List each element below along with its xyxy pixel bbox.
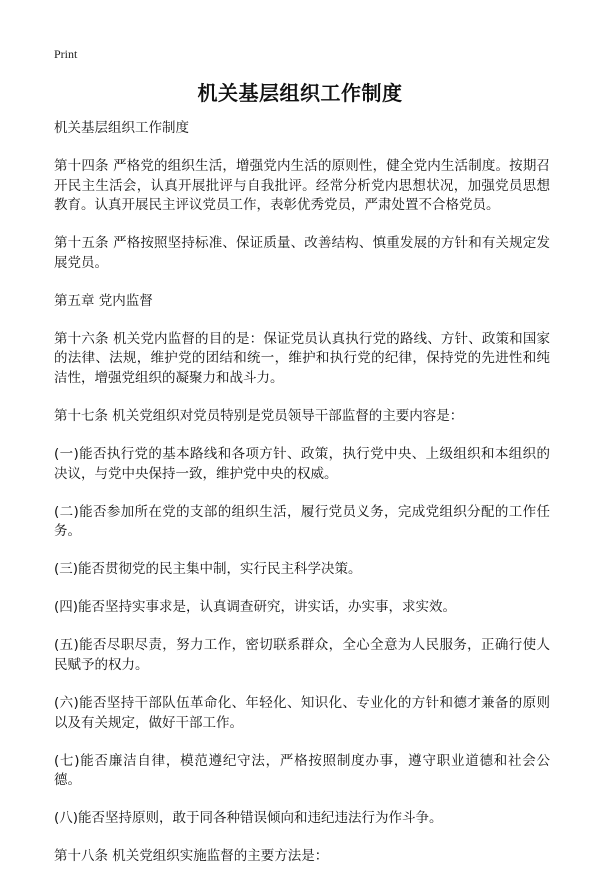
article-17-item-1: (一)能否执行党的基本路线和各项方针、政策，执行党中央、上级组织和本组织的决议，与党中央保持一致，维护党中央的权威。 <box>54 446 550 482</box>
article-14: 第十四条 严格党的组织生活，增强党内生活的原则性，健全党内生活制度。按期召开民主生活会，认真开展批评与自我批评。经常分析党内思想状况，加强党员思想教育。认真开展民主评议党员工作，表彰优秀党员，严肃处置不合格党员。 <box>54 158 550 214</box>
article-17-item-5: (五)能否尽职尽责，努力工作，密切联系群众，全心全意为人民服务，正确行使人民赋予的权力。 <box>54 637 550 673</box>
article-17-item-4: (四)能否坚持实事求是，认真调查研究，讲实话，办实事，求实效。 <box>54 599 457 616</box>
article-18: 第十八条 机关党组织实施监督的主要方法是： <box>54 848 329 865</box>
document-body <box>54 119 550 885</box>
article-17-item-2: (二)能否参加所在党的支部的组织生活，履行党员义务，完成党组织分配的工作任务。 <box>54 503 550 540</box>
article-17-item-7: (七)能否廉洁自律，模范遵纪守法，严格按照制度办事，遵守职业道德和社会公德。 <box>54 752 550 789</box>
article-17-item-3: (三)能否贯彻党的民主集中制，实行民主科学决策。 <box>54 561 362 578</box>
article-17: 第十七条 机关党组织对党员特别是党员领导干部监督的主要内容是： <box>54 407 464 424</box>
chapter-5-heading: 第五章 党内监督 <box>54 292 153 309</box>
article-17-item-6: (六)能否坚持干部队伍革命化、年轻化、知识化、专业化的方针和德才兼备的原则以及有关规定，做好干部工作。 <box>54 695 550 731</box>
article-16: 第十六条 机关党内监督的目的是：保证党员认真执行党的路线、方针、政策和国家的法律、法规，维护党的团结和统一，维护和执行党的纪律，保持党的先进性和纯洁性，增强党组织的凝聚力和战斗力。 <box>54 330 550 386</box>
section-heading: 机关基层组织工作制度 <box>54 120 189 136</box>
document-title: 机关基层组织工作制度 <box>197 81 403 105</box>
article-17-item-8: (八)能否坚持原则，敢于同各种错误倾向和违纪违法行为作斗争。 <box>54 810 443 827</box>
article-15: 第十五条 严格按照坚持标准、保证质量、改善结构、慎重发展的方针和有关规定发展党员。 <box>54 235 550 271</box>
print-link[interactable]: Print <box>54 47 78 61</box>
